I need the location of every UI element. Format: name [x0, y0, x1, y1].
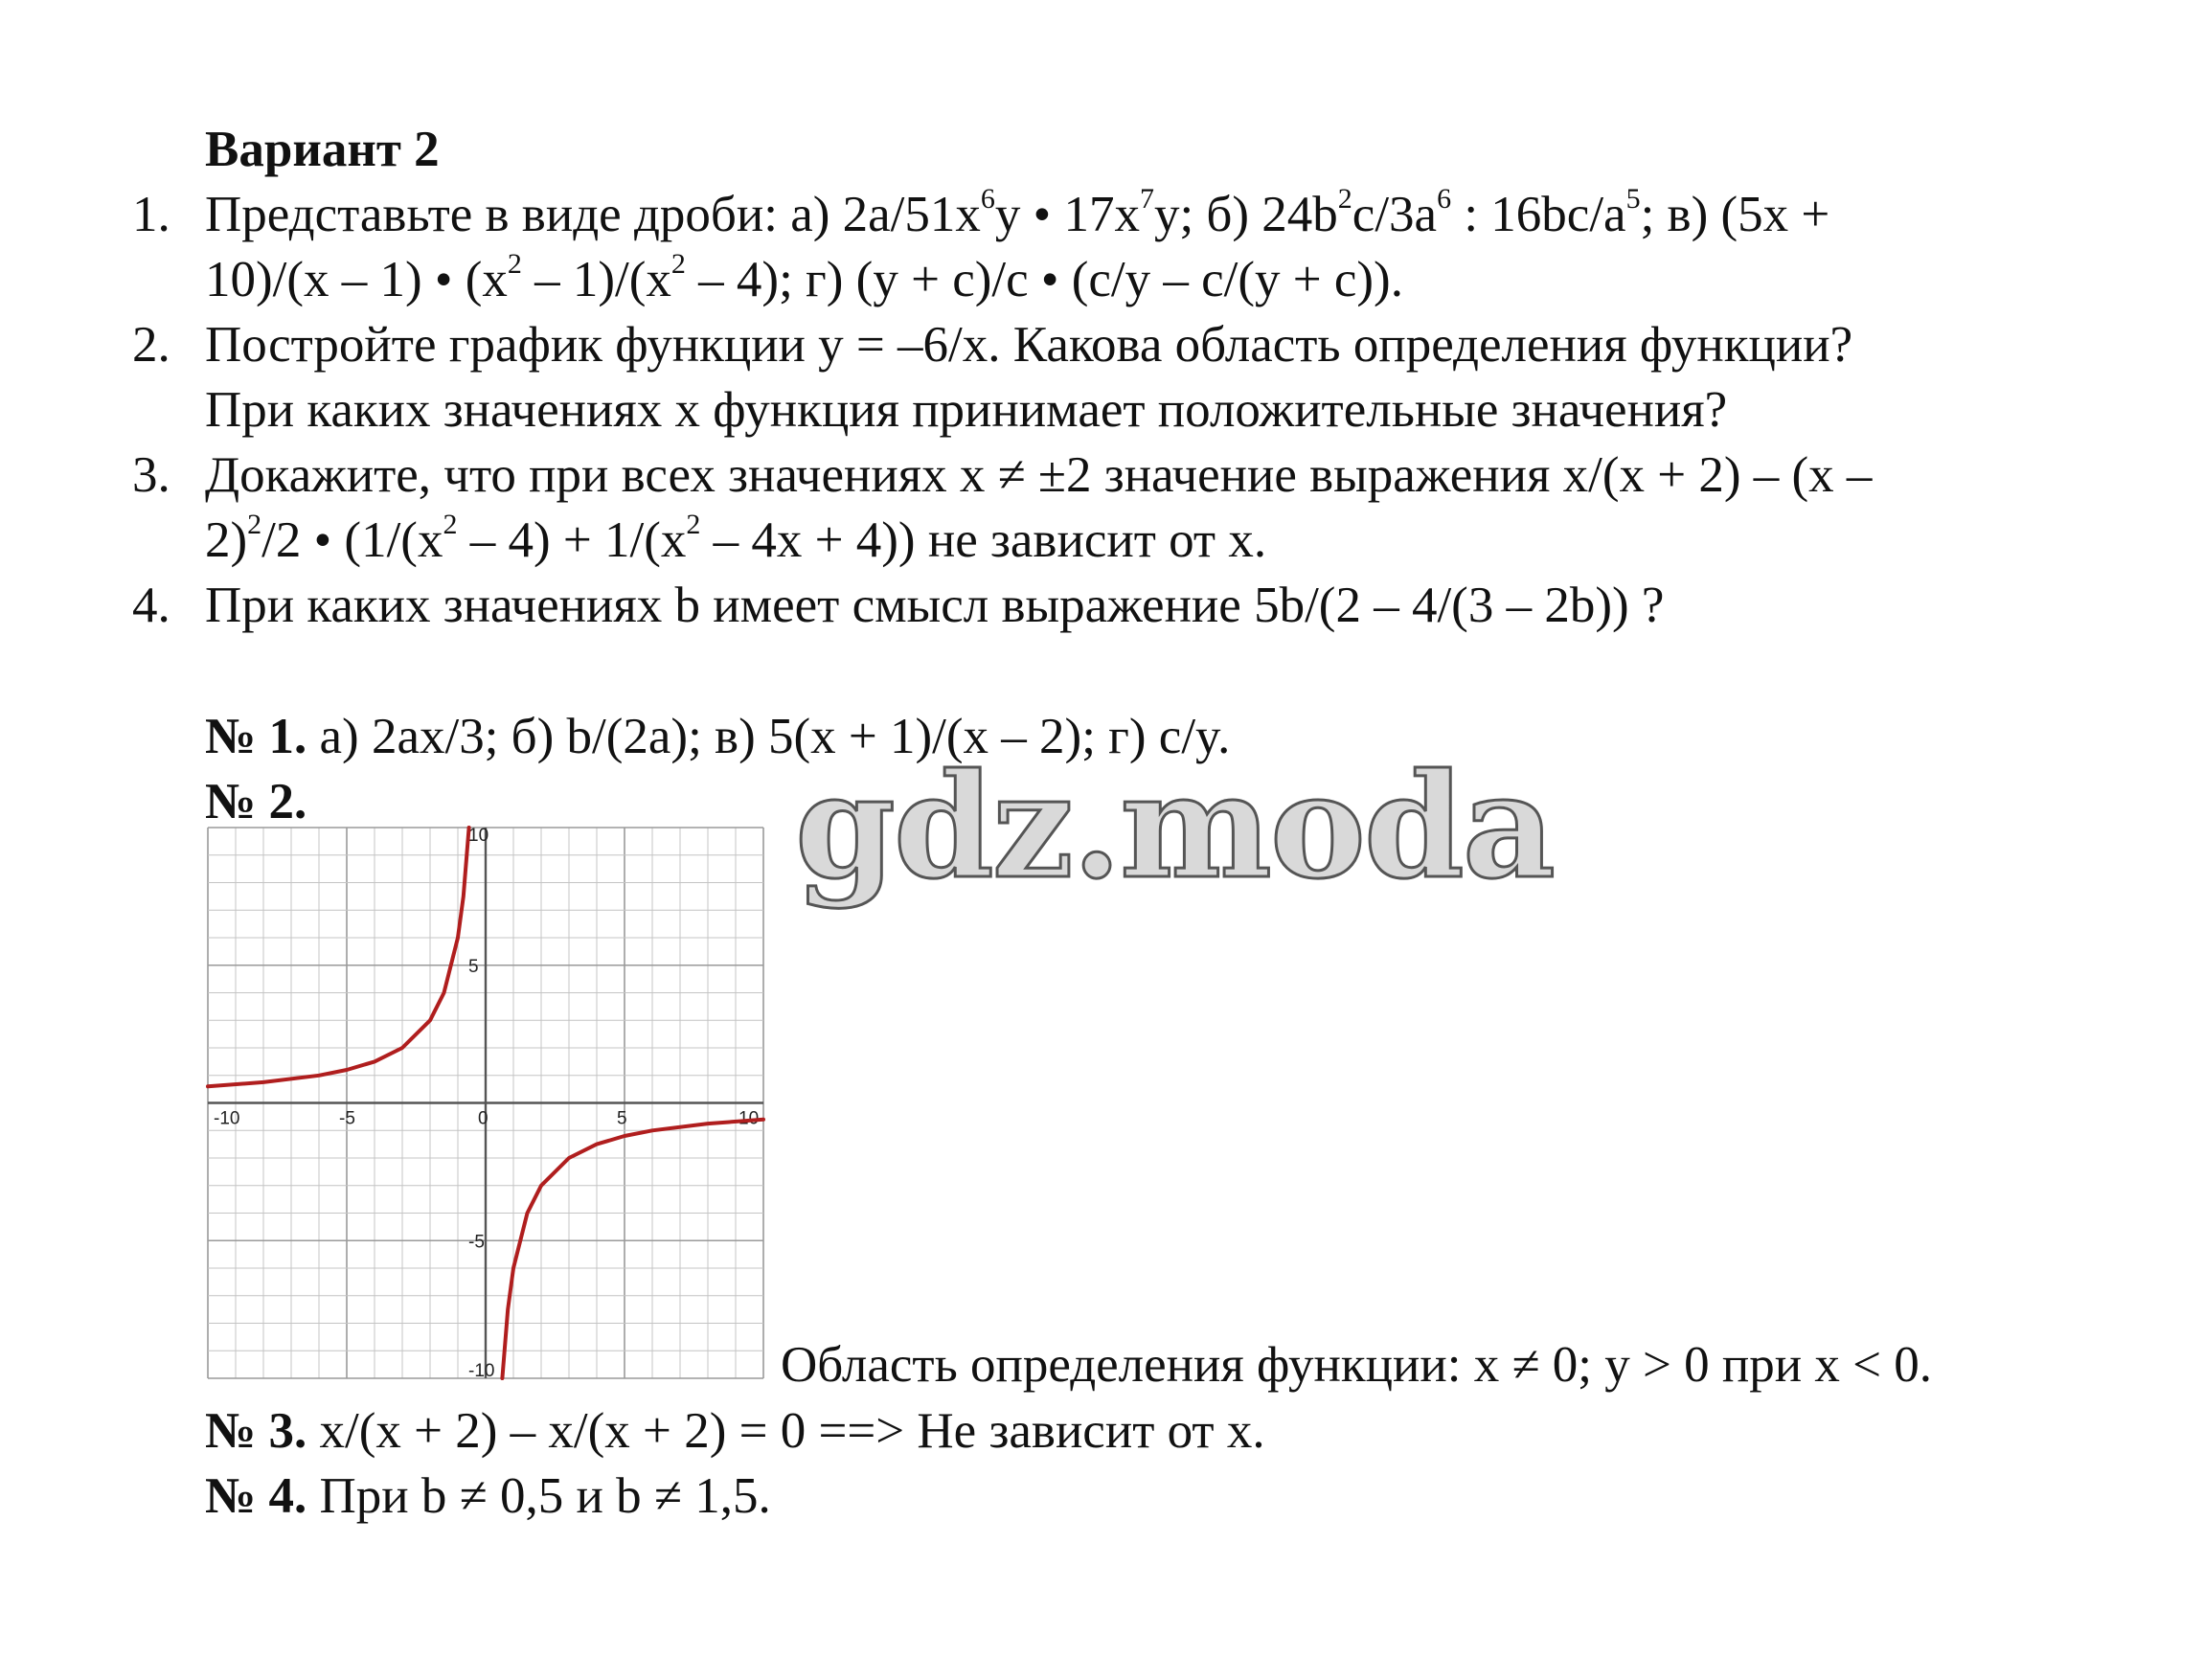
task-3-number: 3.	[132, 447, 170, 503]
y-tick-label: 5	[468, 956, 479, 977]
answer-2-label: № 2.	[205, 774, 307, 829]
answer-1: № 1. а) 2ax/3; б) b/(2a); в) 5(x + 1)/(x – 2); г) c/y.	[205, 709, 1231, 764]
task-4-number: 4.	[132, 578, 170, 633]
x-tick-label: -5	[339, 1108, 355, 1129]
task-2-line-1: Постройте график функции y = –6/x. Какова область определения функции?	[205, 317, 1853, 373]
x-tick-label: 10	[738, 1108, 760, 1129]
task-1-number: 1.	[132, 187, 170, 242]
task-1-line-1: Представьте в виде дроби: а) $2a/51x^6y$ • $17x^7y$; б) $24b^2c/3a^6$ : $16bc/a^5$; в) (5x +	[205, 183, 1830, 242]
watermark-logo: gdz.moda	[795, 742, 1555, 911]
x-tick-label: 5	[617, 1108, 627, 1129]
task-3-line-1: Докажите, что при всех значениях x ≠ ±2 значение выражения x/(x + 2) – (x –	[205, 447, 1873, 503]
task-3-line-2: 2)$^2$/2 • $(1/(x^2 - 4) + 1/(x^2 - 4x + 4))$ не зависит от x.	[205, 509, 1267, 568]
x-tick-label: 0	[478, 1108, 489, 1129]
task-4-line-1: При каких значениях b имеет смысл выражение 5b/(2 – 4/(3 – 2b)) ?	[205, 578, 1665, 633]
answer-4: № 4. При b ≠ 0,5 и b ≠ 1,5.	[205, 1468, 771, 1524]
answer-2-text: Область определения функции: x ≠ 0; y > 0 при x < 0.	[781, 1337, 1933, 1393]
x-tick-label: -10	[214, 1108, 240, 1129]
page-title: Вариант 2	[205, 122, 440, 177]
task-2-line-2: При каких значениях x функция принимает положительные значения?	[205, 382, 1728, 438]
answer-3: № 3. x/(x + 2) – x/(x + 2) = 0 ==> Не зависит от x.	[205, 1403, 1265, 1459]
function-graph	[205, 826, 770, 1381]
y-tick-label: -5	[468, 1232, 485, 1253]
y-tick-label: 10	[468, 826, 489, 846]
task-2-number: 2.	[132, 317, 170, 373]
task-1-line-2: 10)/(x – 1) • $(x^2 - 1)/(x^2 - 4)$; г) (y + c)/c • (c/y – c/(y + c)).	[205, 248, 1403, 307]
y-tick-label: -10	[468, 1361, 495, 1381]
